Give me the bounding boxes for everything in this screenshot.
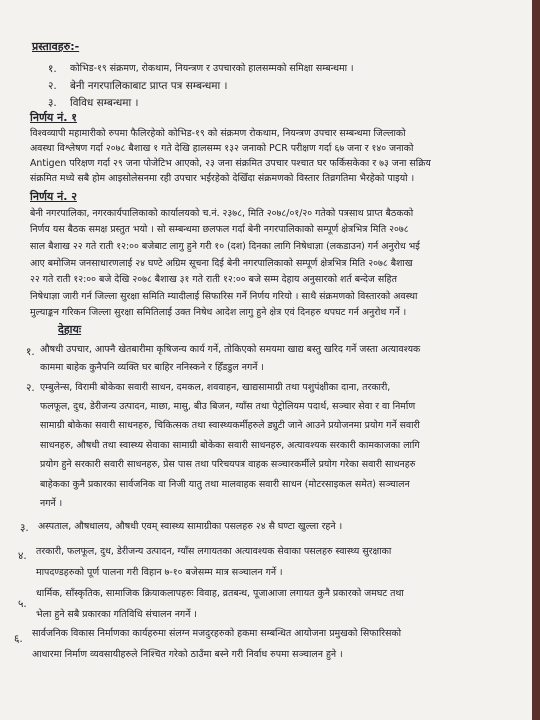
decision-2-line: मुल्याङ्कन गरिकन जिल्ला सुरक्षा समितिलाई उक्त निषेध आदेश लागु हुने क्षेत्र एवं दिनहरु थपघट गर्न अनुरोध गर्ने ।	[30, 307, 407, 318]
condition-number: ४.	[18, 550, 27, 562]
decision-2-line: २२ गते राती १२:०० बजे देखि २०७८ बैशाख ३१ गते राती १२:०० बजे सम्म देहाय अनुसारको शर्त बन्देज सहित	[30, 274, 397, 285]
condition-number: ५.	[18, 598, 27, 610]
agenda-item-text: कोभिड-१९ संक्रमण, रोकथाम, नियन्त्रण र उपचारको हालसम्मको समिक्षा सम्बन्धमा ।	[70, 63, 354, 74]
condition-line: भेला हुने सबै प्रकारका गतिविधि संचालन नगर्ने ।	[36, 609, 197, 620]
condition-line: तरकारी, फलफूल, दुध, डेरीजन्य उत्पादन, ग्याँस लगायतका अत्यावश्यक सेवाका पसलहरु स्वास्थ्य सुरक्षाका	[36, 546, 392, 557]
decision-1-line: विश्वव्यापी महामारीको रुपमा फैलिरहेको कोभिड-१९ को संक्रमण रोकथाम, नियन्त्रण उपचार सम्बन्धमा जिल्लाको	[30, 128, 406, 139]
agenda-item-number: १.	[48, 63, 57, 75]
condition-line: सार्वजनिक विकास निर्माणका कार्यहरुमा संलग्न मजदुरहरुको हकमा सम्बन्धित आयोजना प्रमुखको सिफारिसको	[32, 628, 402, 639]
decision-1-line: संक्रमित मध्ये सबै होम आइसोलेसनमा रही उपचार भईरहेको देखिँदा संक्रमणको विस्तार तिव्रगतिमा भैरहेको पाइयो ।	[30, 173, 415, 184]
condition-line: बाहेकका कुनै प्रकारका सार्वजनिक वा निजी यातु तथा मालवाहक सवारी साधन (मोटरसाइकल समेत) सञ्चालन	[40, 479, 410, 490]
condition-number: ३.	[20, 522, 29, 534]
condition-number: १.	[26, 346, 35, 358]
decision-2-line: आए बमोजिम जनसाधारणलाई २४ घण्टे अग्रिम सूचना दिई बेनी नगरपालिकाको सम्पूर्ण क्षेत्रभित्र मिति २०७८ बैशाख	[30, 258, 413, 269]
condition-line: फलफूल, दुध, डेरीजन्य उत्पादन, माछा, मासु, बीउ बिजन, ग्याँस तथा पेट्रोलियम पदार्थ, सञ्चार सेवा र वा निर्माण	[40, 401, 416, 412]
decision-1-line: अवस्था विश्लेषण गर्दा २०७८ बैशाख १ गते देखि हालसम्म १३२ जनाको PCR परीक्षण गर्दा ६७ जना र १४० जनाको	[30, 143, 414, 154]
condition-line: आधारमा निर्माण व्यवसायीहरुले निश्चित गरेको ठाउँमा बस्ने गरी निर्वाध रुपमा सञ्चालन हुने ।	[32, 649, 343, 660]
decision-1-line: Antigen परिक्षण गर्दा २९ जना पोजेटिभ आएको, २३ जना संक्रमित उपचार पश्चात घर फर्किसकेका र ७३ जना सक्रिय	[30, 158, 431, 169]
conditions-heading: देहायः	[58, 323, 82, 336]
agenda-heading: प्रस्तावहरु:-	[32, 40, 80, 53]
condition-number: २.	[26, 382, 35, 394]
agenda-item-text: बेनी नगरपालिकाबाट प्राप्त पत्र सम्बन्धमा ।	[70, 80, 228, 92]
condition-line: एम्बुलेन्स, विरामी बोकेका सवारी साधन, दमकल, शववाहन, खाद्यसामाग्री तथा पशुपंक्षीका दाना, तरकारी,	[40, 382, 391, 393]
condition-line: सामाग्री बोकेका सवारी साधनहरु, चिकित्सक तथा स्वास्थ्यकर्मीहरुले ड्युटी जाने आउने प्रयोजनमा प्रयोग गर्ने सवारी	[40, 420, 420, 431]
condition-line: प्रयोग हुने सरकारी सवारी साधनहरु, प्रेस पास तथा परिचयपत्र वाहक सञ्चारकर्मीले प्रयोग गरेका सवारी साधनहरु	[40, 459, 416, 470]
condition-line: मापदण्डहरुको पूर्ण पालना गरी विहान ७-१० बजेसम्म मात्र सञ्चालन गर्ने ।	[36, 567, 283, 578]
agenda-item-number: २.	[48, 80, 57, 92]
condition-line: काममा बाहेक कुनैपनि व्यक्ति घर बाहिर ननिस्कने र हिँडडुल नगर्ने ।	[40, 362, 264, 373]
agenda-item-number: ३.	[48, 97, 57, 109]
decision-2-line: साल बैशाख २२ गते राती १२:०० बजेबाट लागु हुने गरी १० (दश) दिनका लागि निषेधाज्ञा (लकडाउन) गर्न अनुरोध भई	[30, 241, 420, 252]
condition-number: ६.	[14, 633, 23, 645]
decision-2-heading: निर्णय नं. २	[30, 190, 77, 203]
condition-line: औषधी उपचार, आफ्नै खेतबारीमा कृषिजन्य कार्य गर्ने, तोकिएको समयमा खाद्य बस्तु खरिद गर्ने जस्ता अत्यावश्यक	[40, 344, 421, 355]
agenda-item-text: विविध सम्बन्धमा ।	[70, 97, 139, 109]
decision-2-line: बेनी नगरपालिका, नगरकार्यपालिकाको कार्यालयको च.नं. २३७८, मिति २०७८/०१/२० गतेको पत्रसाथ प्राप्त बैठकको	[30, 208, 414, 219]
decision-1-heading: निर्णय नं. १	[30, 111, 77, 124]
condition-line: अस्पताल, औषधालय, औषधी एवम् स्वास्थ्य सामाग्रीका पसलहरु २४ सै घण्टा खुल्ला रहने ।	[38, 521, 343, 532]
condition-line: साधनहरु, औषधी तथा स्वास्थ्य सेवाका सामाग्री बोकेका सवारी साधनहरु, अत्यावश्यक सरकारी कामकाजका लागि	[40, 440, 420, 451]
background-edge	[532, 0, 540, 720]
decision-2-line: निर्णय यस बैठक समक्ष प्रस्तुत भयो । सो सम्बन्धमा छलफल गर्दा बेनी नगरपालिकाको सम्पूर्ण क्षेत्रभित्र मिति २०७८	[30, 224, 409, 235]
condition-line: धार्मिक, साँस्कृतिक, सामाजिक क्रियाकलापहरुः विवाह, व्रतबन्ध, पूजाआजा लगायत कुनै प्रकारको जमघट तथा	[36, 588, 404, 599]
decision-2-line: निषेधाज्ञा जारी गर्न जिल्ला सुरक्षा समिति म्यादीलाई सिफारिस गर्ने निर्णय गरियो । साथै संक्रमणको विस्तारको अवस्था	[30, 291, 418, 302]
condition-line: नगर्ने ।	[40, 498, 63, 509]
